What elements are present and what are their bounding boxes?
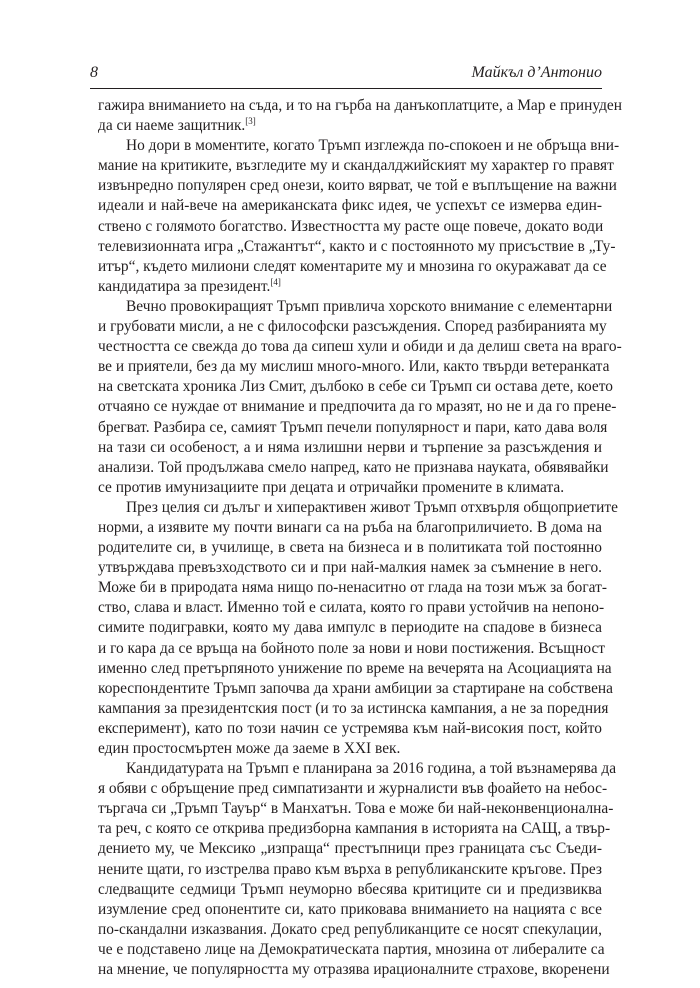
text-line: Вечно провокиращият Тръмп привлича хорското внимание с елементарни (126, 297, 613, 315)
footnote-reference[interactable]: [3] (245, 116, 256, 127)
text-line: утвърждава превъзходството си и при най-малкия намек за съмнение в него. (98, 559, 602, 577)
text-line: Но дори в моментите, когато Тръмп изглежда по-спокоен и не обръща вни- (126, 137, 620, 155)
text-line: ве и приятели, без да му мислиш много-много. Или, както твърди ветеранката (98, 358, 610, 376)
text-line (98, 116, 602, 136)
footnote-reference[interactable]: [4] (270, 276, 281, 287)
text-line: честността се свежда до това да сипеш хули и обиди и да делиш света на враго- (98, 338, 622, 356)
text-line: експеримент), като по този начин се устремява към най-високия пост, който (98, 719, 602, 737)
text-line: я обяви с обръщение пред симпатизанти и журналисти във фоайето на небос- (98, 780, 608, 798)
running-head-author: Майкъл д’Антонио (471, 64, 602, 81)
text-line-content: да си наеме защитник. (98, 117, 246, 135)
text-line: изумление сред опонентите си, като приковава вниманието на нацията с все (98, 900, 602, 918)
text-line: анализи. Той продължава смело напред, като не признава науката, обявявайки (98, 458, 609, 476)
paragraph (98, 759, 617, 980)
text-line: следващите седмици Тръмп неуморно вбесява критиците си и предизвиква (98, 880, 602, 898)
text-line: Кандидатурата на Тръмп е планирана за 2016 година, а той възнамерява да (126, 760, 617, 778)
text-line: идеали и най-вече на американската фикс идея, че успехът се измерва един- (98, 197, 602, 215)
text-line: та реч, с която се открива предизборна кампания в историята на САЩ, а твър- (98, 820, 611, 838)
text-line: родителите си, в училище, в света на бизнеса и в политиката той постоянно (98, 539, 602, 557)
text-line: търгача си „Тръмп Тауър“ в Манхатън. Това е може би най-неконвенционална- (98, 800, 614, 818)
text-line: извънредно популярен сред онези, които вярват, че той е въплъщение на важни (98, 177, 617, 195)
page-number: 8 (90, 64, 98, 81)
text-line: един простосмъртен може да заеме в XXI век. (98, 740, 401, 757)
text-line: именно след претърпяното унижение по време на вечерята на Асоциацията на (98, 659, 612, 677)
text-line: кореспондентите Тръмп започва да храни амбиции за стартиране на собствена (98, 679, 613, 697)
text-line: дението му, че Мексико „изпраща“ престъпници през границата със Съеди- (98, 840, 602, 858)
text-line: и го кара да се връща на бойното поле за нови и нови постижения. Всъщност (98, 639, 606, 657)
text-line: на мнение, че популярността му отразява ирационалните страхове, вкоренени (98, 961, 610, 979)
text-line: телевизионната игра „Стажантът“, както и с постоянното му присъствие в „Ту- (98, 237, 616, 255)
header-rule (90, 88, 602, 89)
text-line: нените щати, го изстрелва право към върха в републиканските кръгове. През (98, 860, 602, 878)
text-line: брегват. Разбира се, самият Тръмп печели популярност и пари, като дава воля (98, 418, 608, 436)
text-line: отчаяно се нуждае от внимание и предпочита да го мразят, но не и да го прене- (98, 398, 617, 416)
text-line: на тази си особеност, а и няма излишни нерви и търпение за разсъждения и (98, 438, 602, 456)
text-line: на светската хроника Лиз Смит, дълбоко в себе си Тръмп си остава дете, което (98, 378, 613, 396)
paragraph (98, 498, 618, 759)
text-line: и грубовати мисли, а не с философски разсъждения. Според разбиранията му (98, 318, 607, 336)
text-line: мание на критиките, възгледите му и скандалджийският му характер го правят (98, 157, 614, 175)
text-line-content: кандидатира за президент. (98, 277, 271, 295)
text-line: През целия си дълъг и хиперактивен живот Тръмп отхвърля общоприетите (126, 498, 618, 516)
text-line: че е подставено лице на Демократическата партия, мнозина от либералите са (98, 940, 605, 958)
text-line (98, 277, 602, 297)
paragraph (98, 136, 620, 297)
paragraph (98, 96, 622, 136)
text-line: норми, а изявите му почти винаги са на ръба на благоприличието. В дома на (98, 518, 602, 536)
text-line: по-скандални изказвания. Докато сред републиканците се носят спекулации, (98, 920, 602, 938)
text-line: Може би в природата няма нищо по-ненаситно от глада на този мъж за богат- (98, 579, 607, 597)
page-header (90, 62, 602, 84)
text-line: се против имунизациите при децата и отричайки промените в климата. (98, 478, 565, 496)
paragraph (98, 297, 622, 498)
body-text (98, 96, 622, 980)
text-line: симите подигравки, която му дава импулс в периодите на спадове в бизнеса (98, 619, 602, 637)
text-line: гажира вниманието на съда, и то на гърба на данъкоплатците, а Мар е принуден (98, 97, 622, 114)
text-line: итър“, където милиони следят коментарите му и мнозина го окуражават да се (98, 257, 607, 275)
text-line: ство, слава и власт. Именно той е силата, която го прави устойчив на непоно- (98, 599, 605, 617)
text-line: кампания за президентския пост (и то за истинска кампания, а не за поредния (98, 699, 609, 717)
text-line: ствено с голямото богатство. Известността му расте още повече, докато води (98, 217, 604, 235)
